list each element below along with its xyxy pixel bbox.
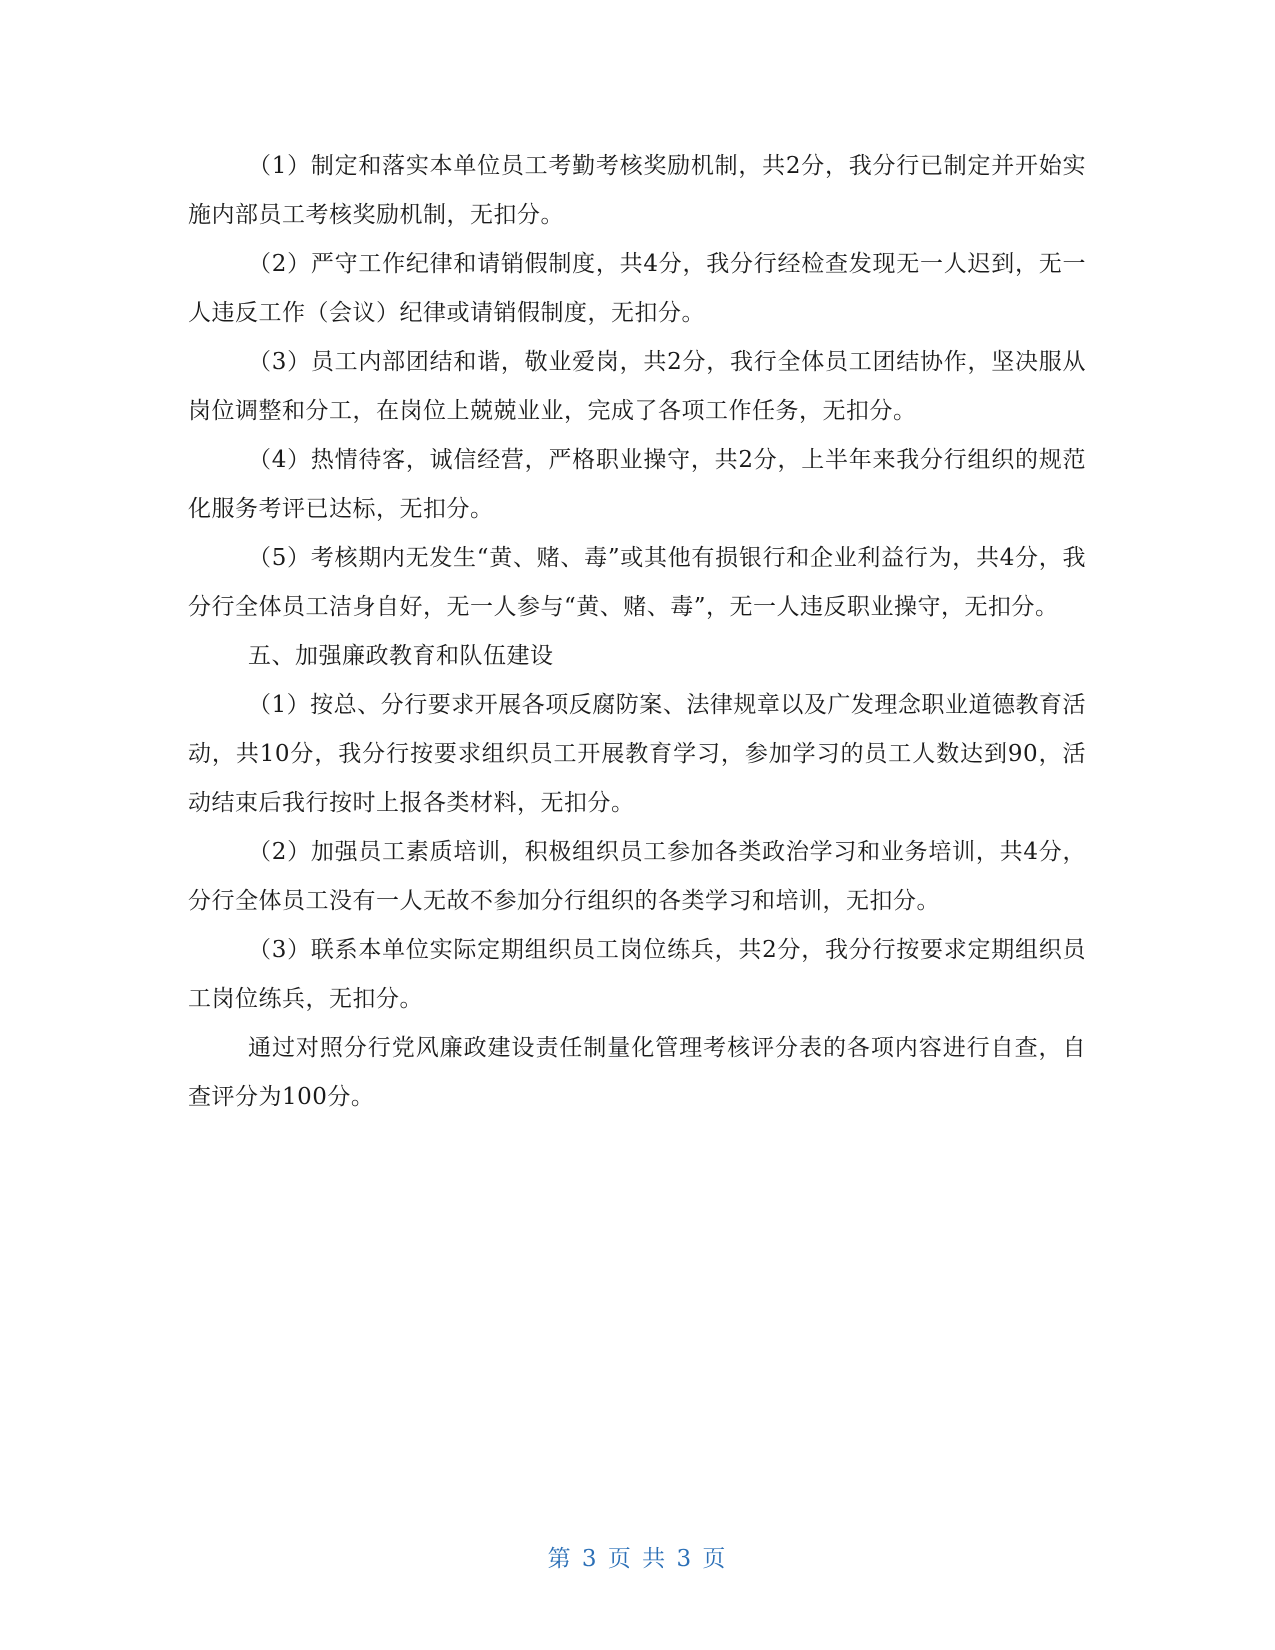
page-number-footer: 第 3 页 共 3 页	[547, 1546, 728, 1572]
paragraph-conclusion: 通过对照分行党风廉政建设责任制量化管理考核评分表的各项内容进行自查，自查评分为100分。	[188, 1035, 1086, 1110]
paragraph-item-3-practice: （3）联系本单位实际定期组织员工岗位练兵，共2分，我分行按要求定期组织员工岗位练兵，无扣分。	[188, 937, 1086, 1012]
paragraph-item-3-unity: （3）员工内部团结和谐，敬业爱岗，共2分，我行全体员工团结协作，坚决服从岗位调整和分工，在岗位上兢兢业业，完成了各项工作任务，无扣分。	[188, 349, 1086, 424]
document-body	[188, 142, 1086, 1122]
section-heading-five: 五、加强廉政教育和队伍建设	[248, 643, 554, 669]
paragraph-item-1-education: （1）按总、分行要求开展各项反腐防案、法律规章以及广发理念职业道德教育活动，共10分，我分行按要求组织员工开展教育学习，参加学习的员工人数达到90，活动结束后我行按时上报各类材料，无扣分。	[188, 692, 1086, 816]
paragraph-item-2-training: （2）加强员工素质培训，积极组织员工参加各类政治学习和业务培训，共4分，分行全体员工没有一人无故不参加分行组织的各类学习和培训，无扣分。	[188, 839, 1086, 914]
paragraph-item-1-attendance: （1）制定和落实本单位员工考勤考核奖励机制，共2分，我分行已制定并开始实施内部员工考核奖励机制，无扣分。	[188, 153, 1086, 228]
paragraph-item-4-service: （4）热情待客，诚信经营，严格职业操守，共2分，上半年来我分行组织的规范化服务考评已达标，无扣分。	[188, 447, 1086, 522]
paragraph-item-2-discipline: （2）严守工作纪律和请销假制度，共4分，我分行经检查发现无一人迟到，无一人违反工作（会议）纪律或请销假制度，无扣分。	[188, 251, 1086, 326]
paragraph-item-5-conduct: （5）考核期内无发生“黄、赌、毒”或其他有损银行和企业利益行为，共4分，我分行全体员工洁身自好，无一人参与“黄、赌、毒”，无一人违反职业操守，无扣分。	[188, 545, 1086, 620]
